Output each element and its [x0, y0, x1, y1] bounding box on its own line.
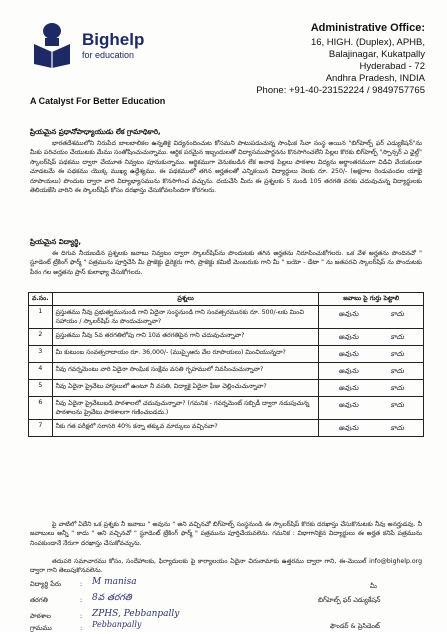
closing-text: మీ — [370, 582, 377, 590]
answer-yes[interactable]: అవును — [338, 424, 359, 432]
student-salutation: ప్రియమైన విద్యార్థి, — [30, 238, 82, 246]
row-question: ప్రస్తుతము నీవు ప్రభుత్వమునుండి గాని ఏదైనా సంస్థనుండి గాని సంవత్సరమునకు రూ. 500/-లకు మించి సహాయం / స్కాలర్‌షిప్ ను పొందుచున్నావా? — [52, 306, 319, 329]
row-question: నీవు గవర్నమెంటు వారి ఏదైనా సాంఘిక సంక్షేమ వసతి గృహములో నివసించుచున్నావా? — [52, 363, 319, 380]
table-header-row — [29, 293, 424, 306]
row-number: 3 — [29, 346, 53, 363]
office-phone: Phone: +91-40-23152224 / 9849757765 — [256, 85, 425, 96]
signatory-title: ఫౌండర్ & ప్రెసిడెంట్ — [330, 622, 380, 630]
row-answer — [319, 329, 424, 346]
village-label: గ్రామము — [30, 624, 52, 632]
answer-yes[interactable]: అవును — [338, 401, 359, 409]
name-value: M manisa — [92, 577, 137, 587]
row-question: ప్రస్తుతము నీవు 5వ తరగతిలోపు గాని 10వ తరగతిపైన గాని చదువుచున్నావా? — [52, 329, 319, 346]
row-answer — [319, 397, 424, 420]
eligibility-table — [28, 292, 424, 437]
table-row — [29, 363, 424, 380]
answer-yes[interactable]: అవును — [338, 384, 359, 392]
answer-yes[interactable]: అవును — [338, 350, 359, 358]
table-row — [29, 397, 424, 420]
col-header-question: ప్రశ్నలు — [52, 293, 319, 306]
answer-no[interactable]: కాదు — [390, 401, 404, 409]
village-value: Pebbanpally — [92, 620, 142, 629]
table-row — [29, 306, 424, 329]
organization-name: బిగ్‌హెల్ప్ ఫర్ ఎడ్యుకేషన్ — [318, 596, 381, 604]
col-header-number: వ.సం. — [29, 293, 53, 306]
colon: : — [80, 612, 83, 620]
answer-no[interactable]: కాదు — [390, 310, 404, 318]
brand-name: Bighelp — [82, 30, 145, 49]
row-number: 6 — [29, 397, 53, 420]
row-answer — [319, 306, 424, 329]
brand-subtitle: for education — [82, 50, 135, 60]
row-number: 7 — [29, 420, 53, 437]
answer-no[interactable]: కాదు — [390, 367, 404, 375]
table-row — [29, 380, 424, 397]
answer-yes[interactable]: అవును — [338, 310, 359, 318]
row-number: 5 — [29, 380, 53, 397]
row-answer — [319, 380, 424, 397]
answer-no[interactable]: కాదు — [390, 333, 404, 341]
office-title: Administrative Office: — [310, 22, 425, 34]
table-row — [29, 420, 424, 437]
answer-yes[interactable]: అవును — [338, 333, 359, 341]
answer-no[interactable]: కాదు — [390, 350, 404, 358]
office-line: Balajinagar, Kukatpally — [328, 49, 425, 60]
answer-no[interactable]: కాదు — [390, 424, 404, 432]
class-value: 8వ తరగతి — [92, 593, 132, 603]
row-answer — [319, 346, 424, 363]
colon: : — [80, 580, 83, 588]
colon: : — [80, 596, 83, 604]
tagline: A Catalyst For Better Education — [30, 96, 166, 106]
row-number: 4 — [29, 363, 53, 380]
row-answer — [319, 363, 424, 380]
salutation: ప్రియమైన ప్రధానోపాధ్యాయుడు లేక గ్రామాధికారి, — [30, 128, 161, 136]
colon: : — [80, 624, 83, 632]
row-number: 2 — [29, 329, 53, 346]
row-number: 1 — [29, 306, 53, 329]
row-answer — [319, 420, 424, 437]
answer-no[interactable]: కాదు — [390, 384, 404, 392]
class-label: తరగతి — [30, 596, 48, 604]
answer-yes[interactable]: అవును — [338, 367, 359, 375]
office-address — [225, 22, 425, 97]
table-row — [29, 329, 424, 346]
instructions-paragraph: ఈ దిగువ నీయబడిన ప్రశ్నలకు జవాబు నివ్వటం ద్వారా స్కాలర్‌షిప్‌ను పొందుటకు తగిన అర్హతను నిరూపించుకోగలరు. ఒక వేళ అర్హతను పొందినచో " స్టూడెంట్ ట్రేకింగ్ ఫార్మ్ " పత్రమును పూర్తిచేసి మీ ప్రాజెక్టు డైరెక్టరు గారి, ప్రాజెక్టు కమిటీ మెంబరుకు గాని మీ " బయో - డేటా " ను జతపరచి స్కాలర్‌షిప్ ను పొందుటకు పీఠం గల అర్హతను ప్రాస్ కులాభ్యా చేసుకోగలరు. — [30, 250, 422, 276]
school-label: పాఠశాల — [30, 612, 51, 620]
disqualification-note: పై వాటిలో ఏదేని ఒక ప్రశ్నకు నీ జవాబు " అవును " అని వచ్చినచో బిగ్‌హెల్ప్ సంస్థనుండి ఈ స్కాలర్‌షిప్ కొరకు దరఖాస్తు చేసుకొనుటకు నీవు అనర్హుడవు. నీ జవాబులు అన్నీ " కాదు " అని వచ్చినచో " స్టూడెంట్ ట్రేకింగ్ ఫార్మ్ " పత్రమును పూర్తిచేయవలెను. గమనిక : విభాగానికైన విద్యార్థులు ఈ అర్హత కనిపే పత్రమును నింపకుండానే నేరుగా దరఖాస్తు చేసుకోవచ్చును. — [30, 521, 422, 547]
school-value: ZPHS, Pebbanpally — [92, 609, 180, 619]
office-line: Hyderabad - 72 — [359, 61, 425, 72]
row-question: నీకు గత పరీక్షలో సరాసరి 40% కన్నా తక్కువ మార్కులు వచ్చినవా? — [52, 420, 319, 437]
table-row — [29, 346, 424, 363]
office-line: 16, HIGH. (Duplex), APHB, — [310, 37, 425, 48]
intro-paragraph: భారతదేశములోని నిరుపేద బాలబాలికల ఉన్నతికై విద్యనందించుట కోసమని పాటుపడుచున్న సాంఘిక సేవా సంస్థ అయిన "బిగ్‌హెల్ప్ ఫర్ ఎడ్యుకేషన్"ను మీకు పరిచయం చేయుటకు మేము సంతోషించుచున్నాము. ఆర్థిక పరమైన ఇబ్బందులతో విద్యాసముపార్జనను కొనసాగించలేని పిల్లల కొరకు బిగ్‌హెల్ప్ "స్పాన్సర్ ఎ ఛైల్డ్" స్కాలర్‌షిప్ పథకము ద్వారా చేయూత నివ్వటం పూనుకున్నాము. ఆర్థికముగా వెనుకబడిన లేక అనాథ పిల్లలు పాఠశాల విద్యను అర్థాంతరముగా విడిచి వేయకుండా చూడటమే ఈ పథకము యొక్క ముఖ్య ఉద్దేశ్యము. ఈ పథకములో తగిన అర్హతలతో ఎన్నికయిన విద్యార్థులు నెలకు రూ. 250/- (అక్షరాల రెండువందల యాభై రూపాయలు) పొందుట ద్వారా వారి విద్యాభ్యాసమును కొనసాగించ వచ్చును. దయచేసి మీరు ఈ ప్రశ్నలకు 5 నుండి 105 తరగతి వరకు చదువుచున్న విద్యార్థులకు తెలియజేసి వారిని ఈ స్కాలర్‌షిప్ కోసం దరఖాస్తు చేసుకోవలసిందిగా కోరగలరు. — [30, 140, 422, 195]
row-question: మీ కుటుంబ సంవత్సరాదాయం రూ. 36,000/- (ముప్పైఆరు వేల రూపాయలు) మించియున్నదా? — [52, 346, 319, 363]
bighelp-logo-icon — [32, 22, 72, 68]
row-question: నీవు ఏదైనా ప్రైవేటుబడి పాఠశాలలో చదువుచున్నావా? (గమనిక - గవర్నమెంట్ సబ్సిడీ ద్వారా నడుపుచున్న పాఠశాలను ప్రైవేటు పాఠశాలగా గణించబడదు.) — [52, 397, 319, 420]
contact-note: తదుపరి సమాచారము కోసం, సందేహాలకు, ఫిర్యాదులకు పై కార్యాలయం ఏదైనా చిరునామాకు ఉత్తరము ద్వారా గాని, ఈ-మెయిల్ info@bighelp.org ద్వారా గాని తెలుపుకొనవలెను. — [30, 558, 422, 575]
office-line: Andhra Pradesh, INDIA — [325, 73, 425, 84]
row-question: నీవు ఏదైనా ప్రైవేటు హాస్టలులో ఉంటూ నీ వసతి, విద్యాకై ఏదైనా ఫీజు చెల్లించుచున్నావా? — [52, 380, 319, 397]
col-header-answer: జవాబు పై గుర్తు పెట్టాలి — [319, 293, 424, 306]
name-label: విద్యార్థి పేరు — [30, 580, 62, 588]
